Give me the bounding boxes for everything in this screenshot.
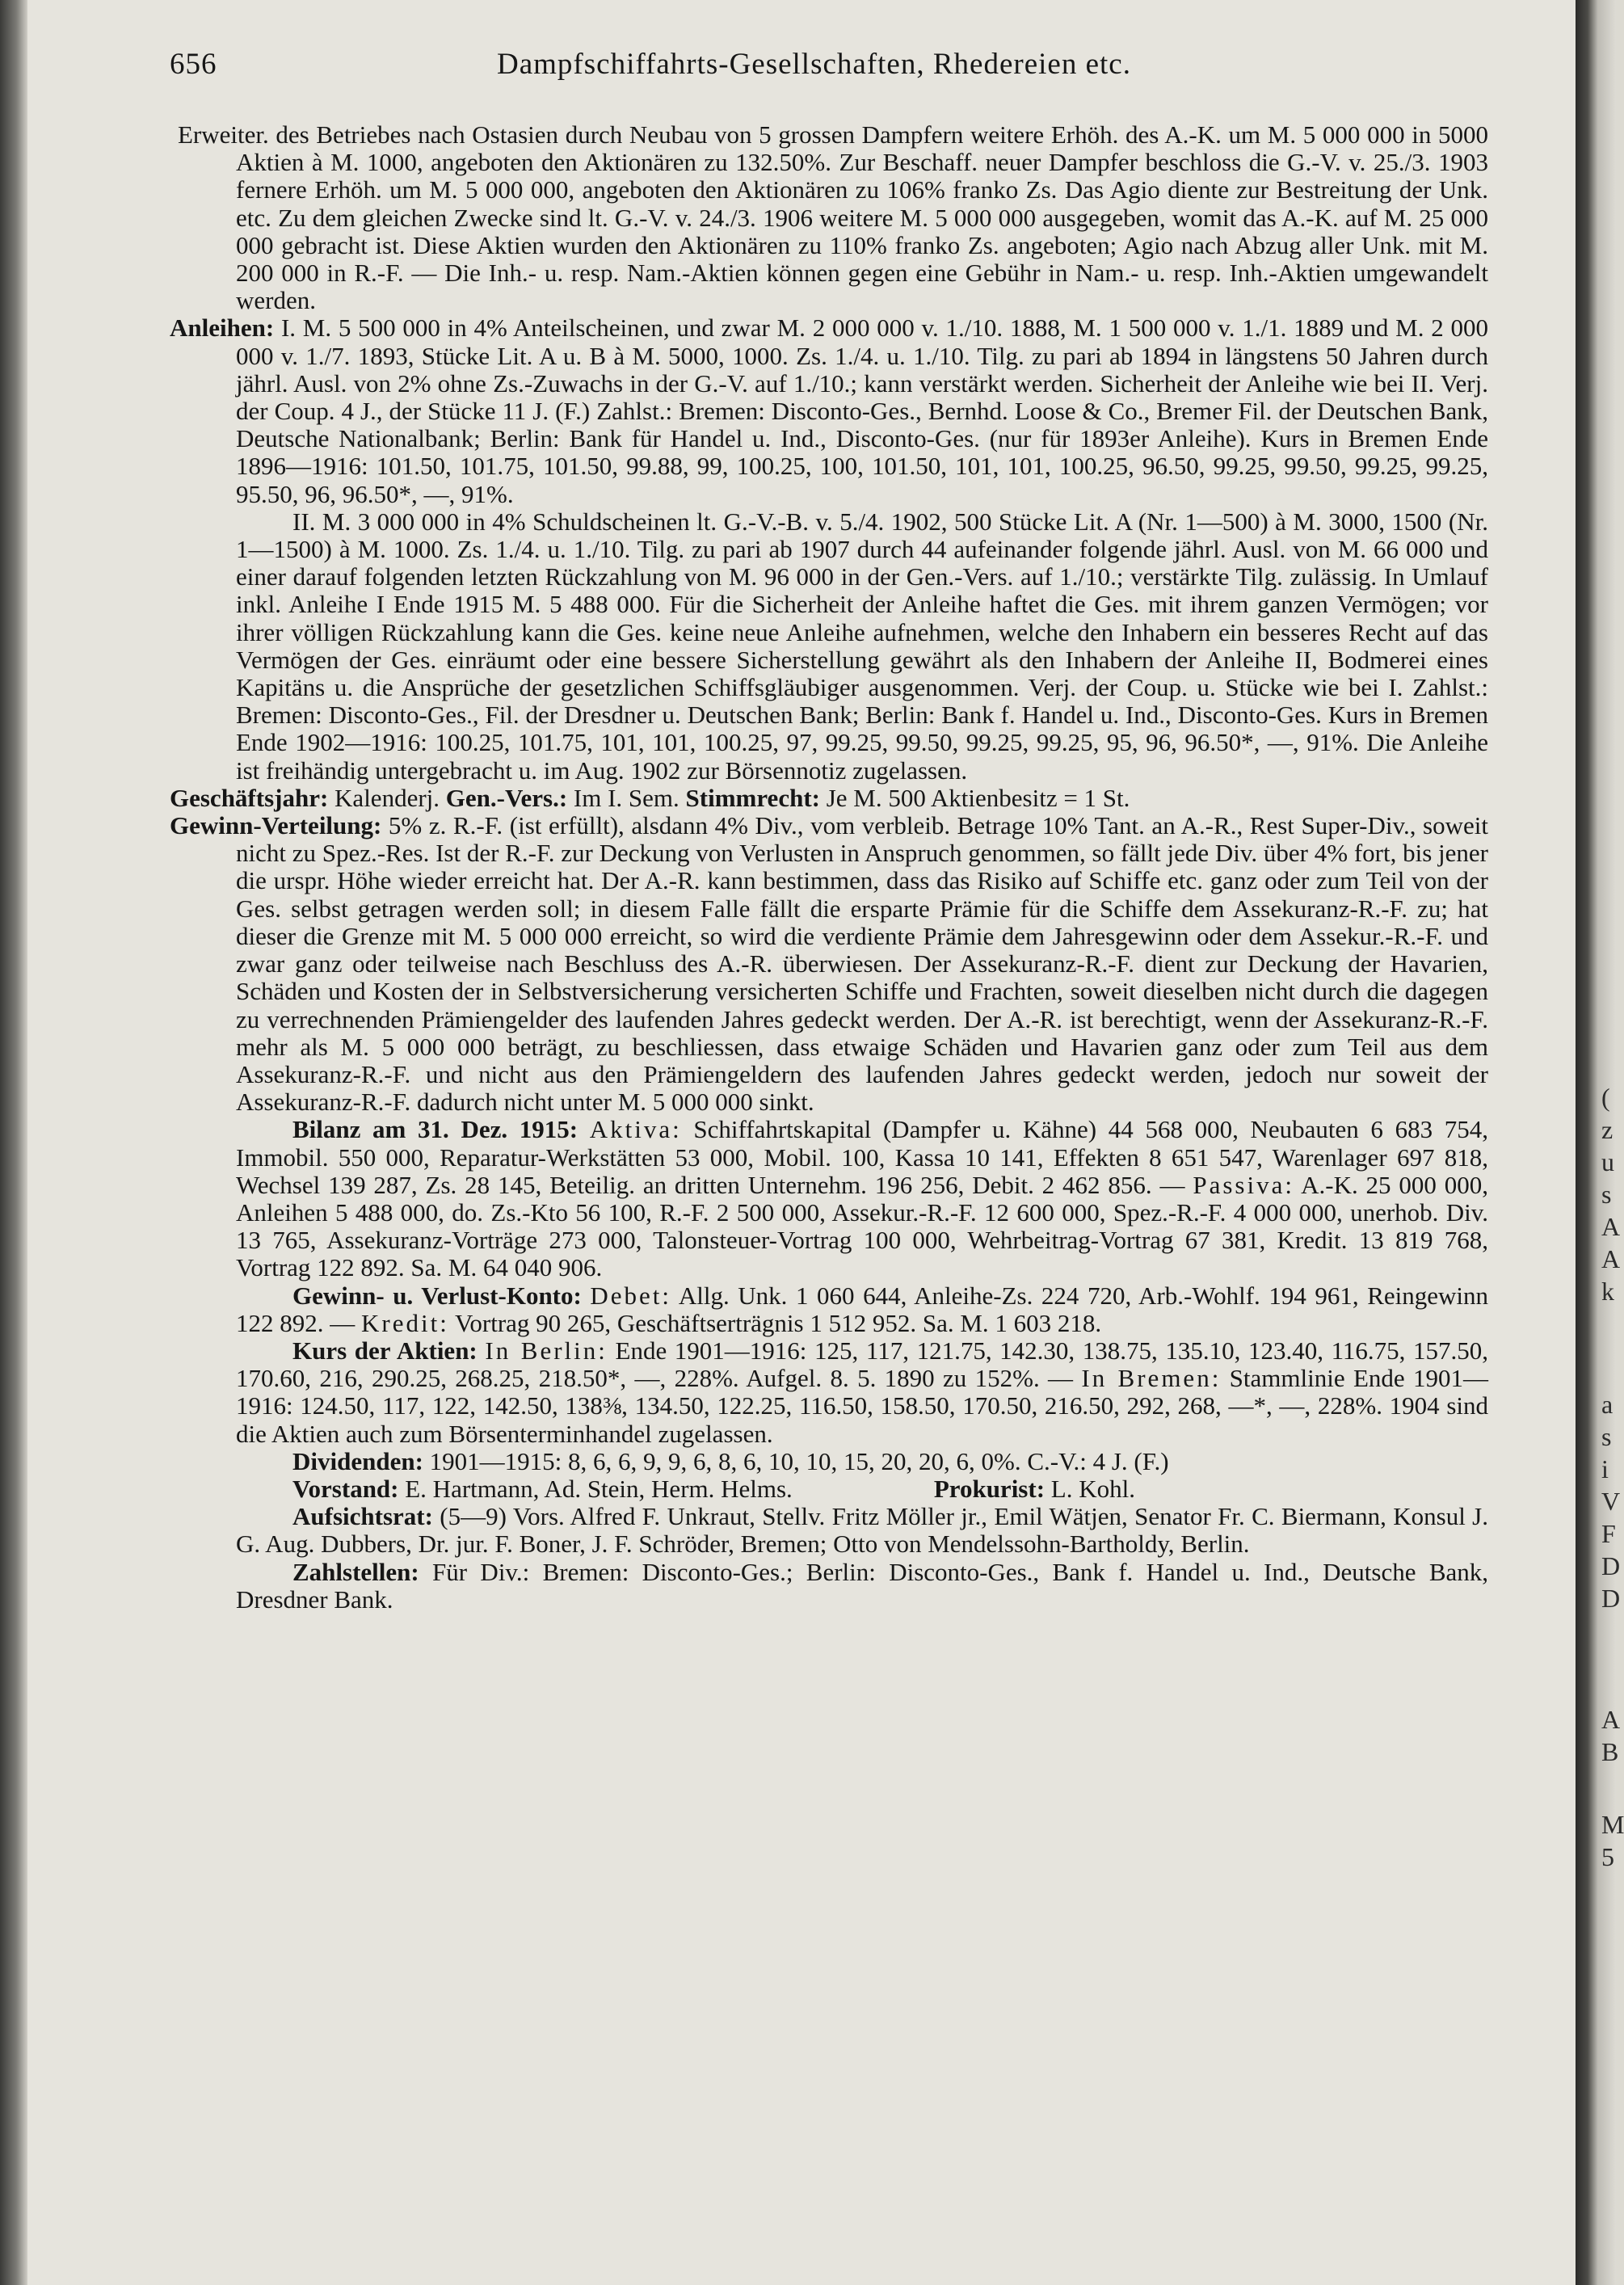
kurs-der-aktien-section	[170, 1337, 1488, 1448]
geschaeftsjahr-label: Geschäftsjahr:	[170, 783, 329, 812]
zahlstellen-section	[170, 1559, 1488, 1614]
gewinn-verteilung-label: Gewinn-Verteilung:	[170, 811, 382, 840]
genvers-label: Gen.-Vers.:	[445, 783, 568, 812]
guv-debet-text: Allg. Unk. 1 060 644, Anleihe-Zs. 224 720, Arb.-Wohlf. 194 961, Reingewinn 122 892. —	[236, 1281, 1489, 1337]
anleihen-label: Anleihen:	[170, 314, 275, 343]
kurs-berlin-label: In Berlin:	[485, 1336, 608, 1365]
anleihen-text: I. M. 5 500 000 in 4% Anteilscheinen, und zwar M. 2 000 000 v. 1./10. 1888, M. 1 500 000 v. 1./1. 1889 und M. 2 000 000 v. 1./7. 1893, Stücke Lit. A u. B à M. 5000, 1000. Zs. 1./4. u. 1./10. Tilg. zu pari ab 1894 in längstens 50 Jahren durch jährl. Ausl. von 2% ohne Zs.-Zuwachs in der G.-V. auf 1./10.; kann verstärkt werden. Sicherheit der Anleihe wie bei II. Verj. der Coup. 4 J., der Stücke 11 J. (F.) Zahlst.: Bremen: Disconto-Ges., Bernhd. Loose & Co., Bremer Fil. der Deutschen Bank, Deutsche Nationalbank; Berlin: Bank für Handel u. Ind., Disconto-Ges. (nur für 1893er Anleihe). Kurs in Bremen Ende 1896—1916: 101.50, 101.75, 101.50, 99.88, 99, 100.25, 100, 101.50, 101, 101, 100.25, 96.50, 99.25, 99.50, 99.25, 99.25, 95.50, 96, 96.50*, —, 91%.	[236, 314, 1488, 508]
adjacent-page-fragment: D	[1601, 1584, 1621, 1613]
adjacent-page-fragment: D	[1601, 1551, 1621, 1580]
adjacent-page-fragment: k	[1601, 1277, 1614, 1306]
dividenden-line	[170, 1448, 1488, 1475]
kurs-bremen-text: Stammlinie Ende 1901—1916: 124.50, 117, 122, 142.50, 138⅜, 134.50, 122.25, 116.50, 158.50, 170.50, 216.50, 292, 268, —*, —, 228%. 1904 sind die Aktien auch zum Börsenterminhandel zugelassen.	[236, 1364, 1488, 1448]
capital-history-paragraph: Erweiter. des Betriebes nach Ostasien durch Neubau von 5 grossen Dampfern weitere Erhöh. des A.-K. um M. 5 000 000 in 5000 Aktien à M. 1000, angeboten den Aktionären zu 132.50%. Zur Beschaff. neuer Dampfer beschloss die G.-V. v. 25./3. 1903 fernere Erhöh. um M. 5 000 000, angeboten den Aktionären zu 106% franko Zs. Das Agio diente zur Bestreitung der Unk. etc. Zu dem gleichen Zwecke sind lt. G.-V. v. 24./3. 1906 weitere M. 5 000 000 ausgegeben, womit das A.-K. auf M. 25 000 000 gebracht ist. Diese Aktien wurden den Aktionären zu 110% franko Zs. angeboten; Agio nach Abzug aller Unk. mit M. 200 000 in R.-F. — Die Inh.- u. resp. Nam.-Aktien können gegen eine Gebühr in Nam.- u. resp. Inh.-Aktien umgewandelt werden.	[178, 120, 1488, 315]
genvers-text: Im I. Sem.	[567, 783, 686, 812]
bilanz-label: Bilanz am 31. Dez. 1915:	[292, 1115, 578, 1144]
kurs-bremen-label: In Bremen:	[1081, 1364, 1222, 1393]
adjacent-page-fragment: A	[1601, 1212, 1621, 1241]
adjacent-page-fragment: A	[1601, 1705, 1621, 1734]
adjacent-page-fragment: i	[1601, 1454, 1609, 1483]
kurs-berlin-text: Ende 1901—1916: 125, 117, 121.75, 142.30, 138.75, 135.10, 123.40, 116.75, 157.50, 170.60, 216, 290.25, 268.25, 218.50*, —, 228%. Aufgel. 8. 5. 1890 zu 152%. —	[236, 1336, 1489, 1393]
bilanz-aktiva-label: Aktiva:	[589, 1115, 682, 1144]
anleihen-ii-paragraph: II. M. 3 000 000 in 4% Schuldscheinen lt. G.-V.-B. v. 5./4. 1902, 500 Stücke Lit. A (Nr. 1—500) à M. 3000, 1500 (Nr. 1—1500) à M. 1000. Zs. 1./4. u. 1./10. Tilg. zu pari ab 1907 durch 44 aufeinander folgende jährl. Ausl. von M. 66 000 und einer darauf folgenden letzten Rückzahlung von M. 96 000 in der Gen.-Vers. auf 1./10.; verstärkte Tilg. zulässig. In Umlauf inkl. Anleihe I Ende 1915 M. 5 488 000. Für die Sicherheit der Anleihe haftet die Ges. mit ihrem ganzen Vermögen; vor ihrer völligen Rückzahlung kann die Ges. keine neue Anleihe aufnehmen, welche den Inhabern ein besseres Recht auf das Vermögen der Ges. einräumt oder eine bessere Sicherstellung gewährt als den Inhabern der Anleihe II, Bodmerei eines Kapitäns u. die Ansprüche der gesetzlichen Schiffsgläubiger ausgenommen. Verj. der Coup. u. Stücke wie bei I. Zahlst.: Bremen: Disconto-Ges., Fil. der Dresdner u. Deutschen Bank; Berlin: Bank f. Handel u. Ind., Disconto-Ges. Kurs in Bremen Ende 1902—1916: 100.25, 101.75, 101, 101, 100.25, 97, 99.25, 99.50, 99.25, 99.25, 95, 96, 96.50*, —, 91%. Die Anleihe ist freihändig untergebracht u. im Aug. 1902 zur Börsennotiz zugelassen.	[236, 507, 1488, 785]
vorstand-text: E. Hartmann, Ad. Stein, Herm. Helms.	[398, 1474, 793, 1503]
adjacent-page-fragment: a	[1601, 1390, 1613, 1419]
guv-kredit-label: Kredit:	[361, 1308, 449, 1337]
guv-debet-label: Debet:	[590, 1281, 672, 1310]
prokurist-label: Prokurist:	[933, 1474, 1046, 1503]
bilanz-passiva-label: Passiva:	[1193, 1170, 1294, 1199]
anleihen-section	[170, 314, 1488, 507]
adjacent-page-fragment: (	[1601, 1083, 1610, 1112]
bilanz-aktiva-text: Schiffahrtskapital (Dampfer u. Kähne) 44 568 000, Neubauten 6 683 754, Immobil. 550 000, Reparatur-Werkstätten 53 000, Mobil. 100, Kassa 10 141, Effekten 8 651 547, Warenlager 697 818, Wechsel 139 287, Zs. 28 145, Beteilig. an dritten Unternehm. 196 256, Debit. 2 462 856. —	[236, 1115, 1488, 1199]
page-left-edge	[0, 0, 27, 2285]
adjacent-page-fragment: s	[1601, 1422, 1612, 1451]
adjacent-page-fragment: B	[1601, 1737, 1619, 1766]
bilanz-passiva-text: A.-K. 25 000 000, Anleihen 5 488 000, do. Zs.-Kto 56 100, R.-F. 2 500 000, Assekur.-R.-F. 12 600 000, Spez.-R.-F. 4 000 000, unerhob. Div. 13 765, Assekuranz-Vorträge 273 000, Talonsteuer-Vortrag 100 000, Wehrbeitrag-Vortrag 67 381, Kredit. 13 819 768, Vortrag 122 892. Sa. M. 64 040 906.	[236, 1170, 1489, 1282]
adjacent-page-fragment: s	[1601, 1180, 1612, 1209]
adjacent-page-fragment: V	[1601, 1487, 1621, 1516]
guv-label: Gewinn- u. Verlust-Konto:	[292, 1281, 582, 1310]
document-body	[170, 121, 1488, 1614]
guv-kredit-text: Vortrag 90 265, Geschäftserträgnis 1 512 952. Sa. M. 1 603 218.	[448, 1308, 1102, 1337]
vorstand-line	[170, 1475, 1488, 1503]
adjacent-page-fragment: 5	[1601, 1842, 1614, 1871]
adjacent-page-fragment: z	[1601, 1115, 1613, 1144]
gewinn-verlust-konto-section	[170, 1282, 1488, 1337]
page-header	[170, 47, 1495, 95]
vorstand-label: Vorstand:	[292, 1474, 399, 1503]
gewinn-verteilung-section	[170, 812, 1488, 1116]
prokurist-text: L. Kohl.	[1045, 1474, 1135, 1503]
adjacent-page-fragment: M	[1601, 1810, 1624, 1839]
geschaeftsjahr-text: Kalenderj.	[328, 783, 446, 812]
page-number: 656	[170, 48, 217, 81]
bilanz-section	[170, 1116, 1488, 1281]
geschaeftsjahr-line	[170, 785, 1488, 812]
stimmrecht-text: Je M. 500 Aktienbesitz = 1 St.	[819, 783, 1130, 812]
adjacent-page-fragment: F	[1601, 1519, 1616, 1548]
aufsichtsrat-text: (5—9) Vors. Alfred F. Unkraut, Stellv. Fritz Möller jr., Emil Wätjen, Senator Fr. C. Biermann, Konsul J. G. Aug. Dubbers, Dr. jur. F. Boner, J. F. Schröder, Bremen; Otto von Mendelssohn-Bartholdy, Berlin.	[236, 1502, 1488, 1559]
aufsichtsrat-section	[170, 1503, 1488, 1558]
adjacent-page-fragment: A	[1601, 1244, 1621, 1273]
dividenden-label: Dividenden:	[292, 1446, 423, 1475]
dividenden-text: 1901—1915: 8, 6, 6, 9, 9, 6, 8, 6, 10, 10, 15, 20, 20, 6, 0%. C.-V.: 4 J. (F.)	[423, 1446, 1169, 1475]
zahlstellen-label: Zahlstellen:	[292, 1557, 419, 1586]
stimmrecht-label: Stimmrecht:	[685, 783, 820, 812]
kurs-label: Kurs der Aktien:	[292, 1336, 478, 1365]
running-title: Dampfschiffahrts-Gesellschaften, Rhedereien etc.	[497, 48, 1131, 81]
zahlstellen-text: Für Div.: Bremen: Disconto-Ges.; Berlin: Disconto-Ges., Bank f. Handel u. Ind., Deutsche Bank, Dresdner Bank.	[236, 1557, 1488, 1614]
gewinn-verteilung-text: 5% z. R.-F. (ist erfüllt), alsdann 4% Div., vom verbleib. Betrage 10% Tant. an A.-R., Rest Super-Div., soweit nicht zu Spez.-Res. Ist der R.-F. zur Deckung von Verlusten in Anspruch genommen, so fällt jede Div. über 4% fort, bis jener die urspr. Höhe wieder erreicht hat. Der A.-R. kann bestimmen, dass das Risiko auf Schiffe etc. ganz oder zum Teil von der Ges. selbst getragen werden soll; in diesem Falle fällt die ersparte Prämie für die Schiffe dem Assekuranz-R.-F. zu; hat dieser die Grenze mit M. 5 000 000 erreicht, so wird die verdiente Prämie dem Jahresgewinn oder dem Assekur.-R.-F. und zwar ganz oder teilweise nach Beschluss des A.-R. überwiesen. Der Assekuranz-R.-F. dient zur Deckung der Havarien, Schäden und Kosten der in Selbstversicherung versicherten Schiffe und Frachten, soweit dieselben nicht durch die dagegen zu verrechnenden Prämiengelder des laufenden Jahres gedeckt werden. Der A.-R. ist berechtigt, wenn der Assekuranz-R.-F. mehr als M. 5 000 000 beträgt, zu beschliessen, dass etwaige Schäden und Havarien ganz oder zum Teil aus dem Assekuranz-R.-F. und nicht aus den Prämiengeldern des laufenden Jahres gedeckt werden, jedoch nur soweit der Assekuranz-R.-F. dadurch nicht unter M. 5 000 000 sinkt.	[236, 811, 1488, 1117]
aufsichtsrat-label: Aufsichtsrat:	[292, 1502, 433, 1531]
adjacent-page-fragment: u	[1601, 1147, 1614, 1176]
